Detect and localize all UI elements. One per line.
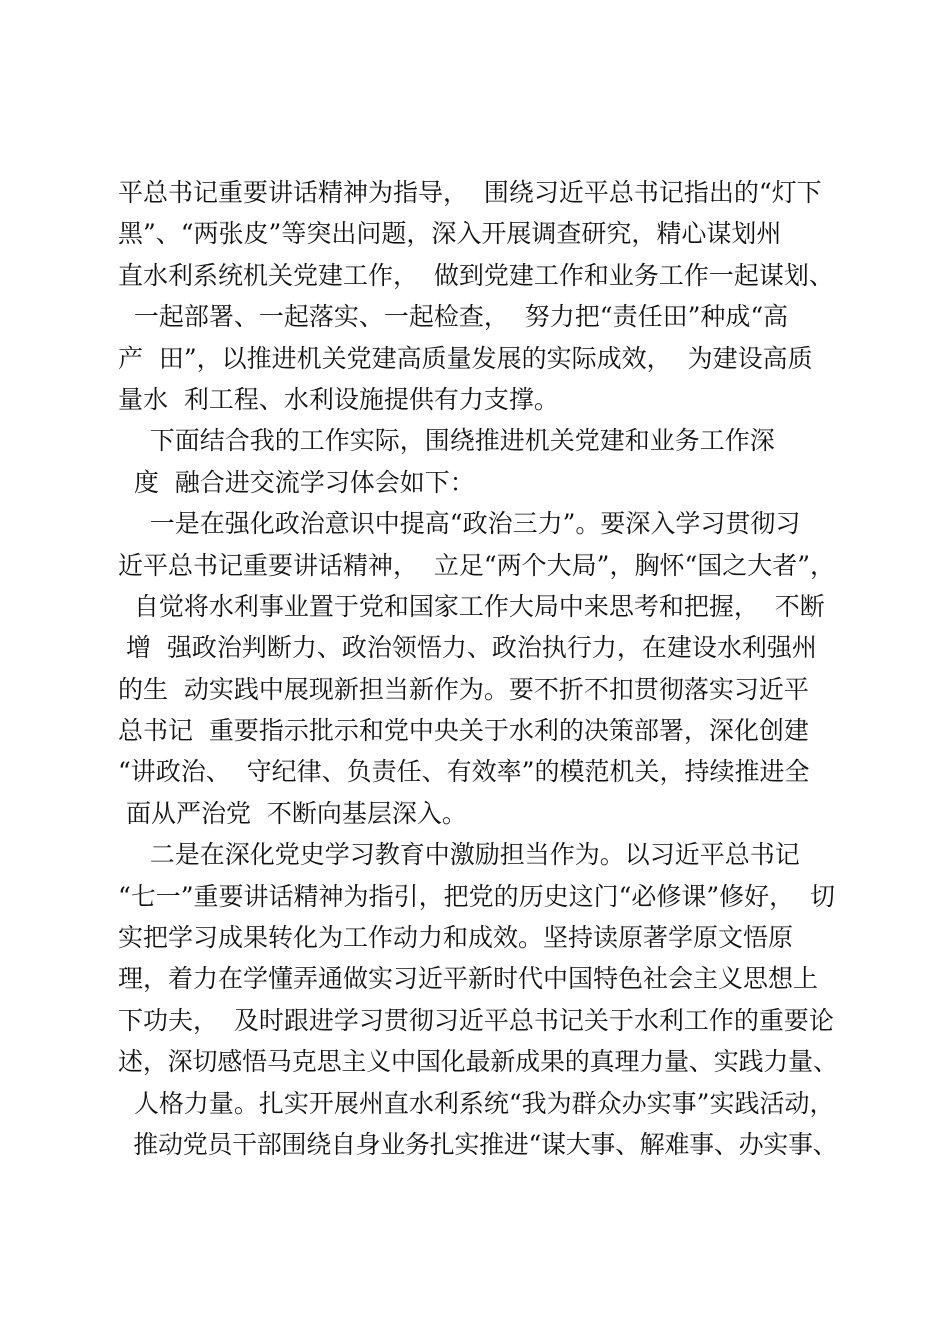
text-line: 增 强政治判断力、政治领悟力、政治执行力，在建设水利强州 (118, 633, 817, 663)
text-line: 总书记 重要指示批示和党中央关于水利的决策部署，深化创建 (118, 716, 809, 746)
text-line: 述，深切感悟马克思主义中国化最新成果的真理力量、实践力量、 (118, 1047, 838, 1077)
text-line: 一起部署、一起落实、一起检查， 努力把“责任田”种成“高 (118, 302, 789, 332)
text-line: 的生 动实践中展现新担当新作为。要不折不扣贯彻落实习近平 (118, 674, 809, 704)
text-line: 直水利系统机关党建工作， 做到党建工作和业务工作一起谋划、 (118, 260, 834, 290)
text-line: 量水 利工程、水利设施提供有力支撑。 (118, 384, 559, 414)
text-line: 理，着力在学懂弄通做实习近平新时代中国特色社会主义思想上 (118, 964, 819, 994)
text-line: 二是在深化党史学习教育中激励担当作为。以习近平总书记 (118, 840, 800, 870)
text-line: 平总书记重要讲话精神为指导， 围绕习近平总书记指出的“灯下 (118, 178, 822, 207)
text-line: 度 融合进交流学习体会如下： (118, 467, 475, 497)
text-line: 产 田”，以推进机关党建高质量发展的实际成效， 为建设高质 (118, 343, 813, 373)
text-line: “七一”重要讲话精神为指引，把党的历史这门“必修课”修好， 切 (118, 881, 836, 911)
text-line: 一是在强化政治意识中提高“政治三力”。要深入学习贯彻习 (118, 509, 801, 539)
text-line: 黑”、“两张皮”等突出问题，深入开展调查研究，精心谋划州 (118, 219, 782, 249)
text-line: 下功夫， 及时跟进学习贯彻习近平总书记关于水利工作的重要论 (118, 1005, 834, 1035)
text-line: 下面结合我的工作实际，围绕推进机关党建和业务工作深 (118, 426, 775, 456)
body-text (118, 172, 838, 1165)
text-line: 自觉将水利事业置于党和国家工作大局中来思考和把握， 不断 (118, 591, 825, 621)
text-line: 面从严治党 不断向基层深入。 (118, 798, 467, 828)
text-line: 人格力量。扎实开展州直水利系统“我为群众办实事”实践活动， (118, 1088, 835, 1118)
text-line: 近平总书记重要讲话精神， 立足“两个大局”，胸怀“国之大者”， (118, 550, 836, 580)
text-line: “讲政治、 守纪律、负责任、有效率”的模范机关，持续推进全 (118, 757, 810, 787)
text-line: 实把学习成果转化为工作动力和成效。坚持读原著学原文悟原 (118, 923, 794, 953)
text-line: 推动党员干部围绕自身业务扎实推进“谋大事、解难事、办实事、 (118, 1129, 838, 1159)
